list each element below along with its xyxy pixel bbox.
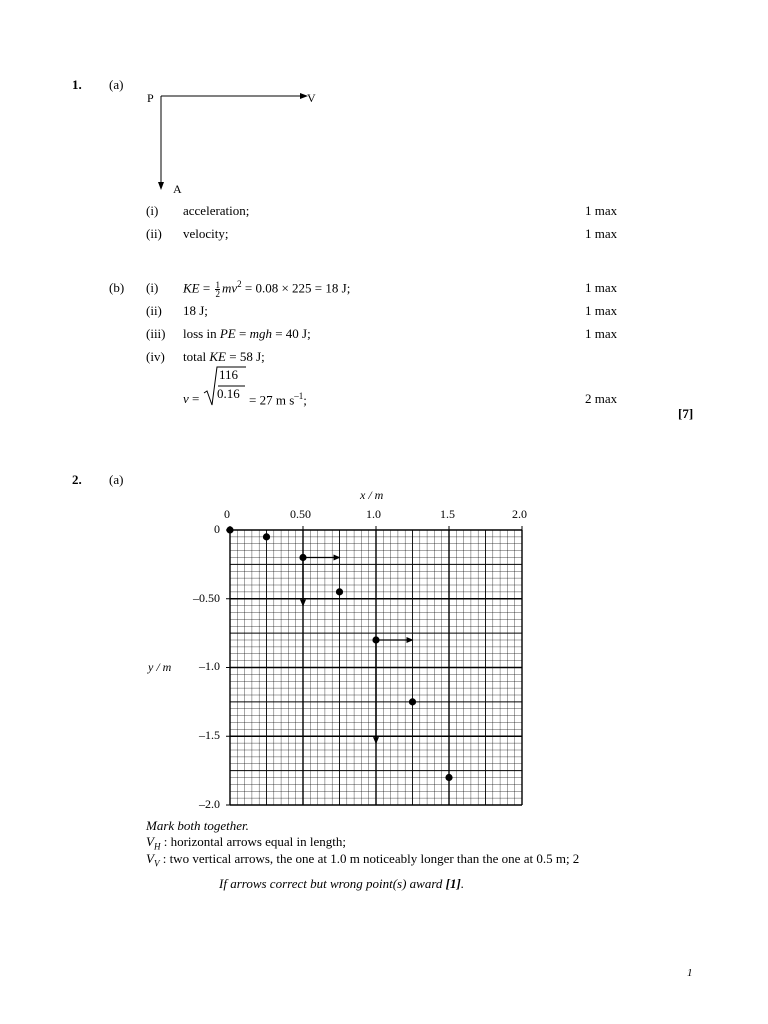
b-i-equation: KE = $\frac{1}{2}$ $mv^2 = 0.08 \times 225 = 18$ J; [183,279,351,299]
v-symbol: v [183,391,189,406]
b-iii-roman: (iii) [146,326,166,341]
x-tick-0: 0 [224,507,230,521]
data-point [226,526,233,533]
data-point [299,554,306,561]
b-i-roman: (i) [146,280,159,295]
page-number: 1 [687,967,693,979]
award-note: If arrows correct but wrong point(s) award [1]. [219,876,465,891]
vv-note: $V_V$ : two vertical arrows, the one at 1.0 m noticeably longer than the one at 0.5 m; 2 [146,851,580,869]
x-tick-20: 2.0 [512,507,527,521]
x-tick-15: 1.5 [440,507,455,521]
x-tick-050: 0.50 [290,507,311,521]
label-a: A [173,182,182,196]
question-1-number: 1. [72,77,82,92]
graph-y-label: y / m [148,660,172,674]
b-ii-text: 18 J; [183,303,208,318]
data-point [409,698,416,705]
q1-part-a-label: (a) [109,77,124,92]
root-numerator: 116 [219,367,239,382]
data-point [372,636,379,643]
label-v: V [307,91,316,105]
data-point [336,588,343,595]
a-ii-text: velocity; [183,226,229,241]
y-tick-10: –1.0 [199,659,220,673]
b-ii-roman: (ii) [146,303,162,318]
y-tick-0: 0 [214,522,220,536]
a-i-mark: 1 max [585,203,618,218]
y-tick-20: –2.0 [199,797,220,811]
question-2-number: 2. [72,472,82,487]
label-p: P [147,91,154,105]
b-v-mark: 2 max [585,391,618,406]
graph-x-label: x / m [360,488,384,502]
b-iv-text: total KE = 58 J; [183,349,265,364]
b-ii-mark: 1 max [585,303,618,318]
y-tick-15: –1.5 [199,728,220,742]
b-iii-mark: 1 max [585,326,618,341]
q1-part-b-label: (b) [109,280,125,295]
data-point [445,774,452,781]
data-point [263,533,270,540]
graph-grid [226,526,522,805]
v-equals: = [192,391,200,406]
b-iv-roman: (iv) [146,349,165,364]
v-result: = 27 m $s^{-1}$; [249,391,307,408]
a-i-text: acceleration; [183,203,250,218]
a-i-roman: (i) [146,203,159,218]
mark-both-note: Mark both together. [146,818,249,833]
half-fraction: $\frac{1}{2}$ [215,279,220,299]
q1-total-marks: [7] [678,406,694,421]
vh-note: $V_H$ : horizontal arrows equal in length; [146,834,347,852]
root-denominator: 0.16 [217,386,240,401]
b-iii-text: loss in PE = mgh = 40 J; [183,326,311,341]
x-tick-10: 1.0 [366,507,381,521]
a-ii-mark: 1 max [585,226,618,241]
y-tick-050: –0.50 [193,591,220,605]
a-ii-roman: (ii) [146,226,162,241]
q2-part-a-label: (a) [109,472,124,487]
b-i-mark: 1 max [585,280,618,295]
